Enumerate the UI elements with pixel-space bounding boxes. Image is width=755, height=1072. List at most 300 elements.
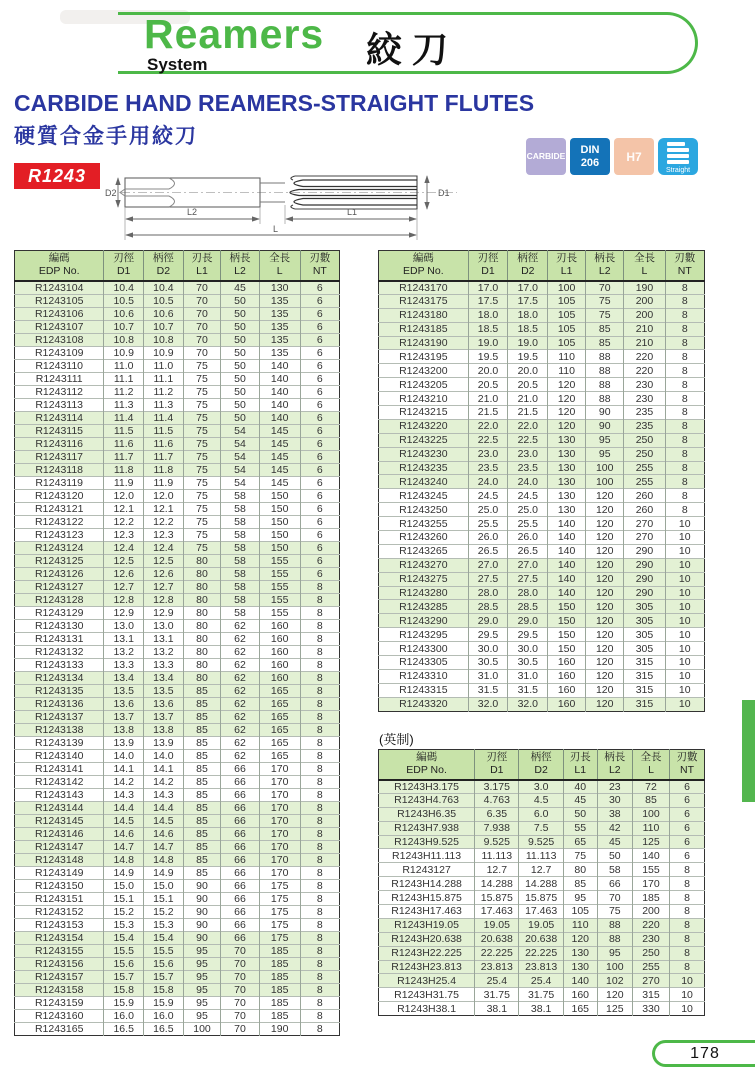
table-cell: 11.7 [104, 450, 144, 463]
table-cell: 120 [585, 517, 623, 531]
column-header: 編碼 EDP No. [15, 251, 104, 281]
table-cell: 70 [183, 307, 221, 320]
table-cell: 25.5 [508, 517, 548, 531]
table-cell: 110 [548, 364, 586, 378]
table-cell: 8 [670, 918, 705, 932]
table-cell: 165 [259, 749, 300, 762]
column-header: 全長 L [632, 750, 669, 780]
table-cell: 75 [585, 294, 623, 308]
table-cell: 17.463 [519, 905, 563, 919]
table-cell: 8 [300, 710, 339, 723]
table-cell: 130 [548, 447, 586, 461]
table-cell: R1243143 [15, 788, 104, 801]
table-row [15, 970, 340, 983]
metric-table-left [14, 250, 340, 1036]
table-cell: 62 [221, 710, 259, 723]
table-cell: 26.0 [468, 531, 508, 545]
table-cell: 85 [183, 697, 221, 710]
table-cell: 145 [259, 450, 300, 463]
table-cell: 27.5 [468, 572, 508, 586]
table-cell: 75 [183, 372, 221, 385]
table-row [15, 476, 340, 489]
table-cell: 8 [665, 447, 705, 461]
table-cell: 58 [221, 580, 259, 593]
table-cell: 23.5 [468, 461, 508, 475]
table-cell: 220 [624, 350, 665, 364]
table-cell: 62 [221, 632, 259, 645]
table-cell: R1243H4.763 [379, 793, 475, 807]
table-cell: 13.9 [144, 736, 184, 749]
table-cell: 150 [548, 628, 586, 642]
table-cell: 13.6 [144, 697, 184, 710]
table-cell: R1243215 [379, 406, 469, 420]
table-cell: 315 [624, 683, 665, 697]
table-row [379, 281, 705, 295]
table-cell: R1243200 [379, 364, 469, 378]
header-row [379, 750, 705, 780]
table-cell: 140 [548, 558, 586, 572]
table-cell: 19.0 [508, 336, 548, 350]
table-cell: 26.5 [468, 544, 508, 558]
table-cell: 8 [665, 378, 705, 392]
table-cell: R1243H17.463 [379, 905, 475, 919]
table-cell: 19.5 [508, 350, 548, 364]
table-cell: R1243122 [15, 515, 104, 528]
column-header: 刃數 NT [300, 251, 339, 281]
table-cell: 90 [183, 905, 221, 918]
table-cell: 14.4 [144, 801, 184, 814]
table-cell: 80 [183, 567, 221, 580]
table-row [15, 658, 340, 671]
table-cell: 155 [259, 554, 300, 567]
table-row [379, 558, 705, 572]
table-cell: 175 [259, 931, 300, 944]
table-cell: 14.288 [519, 877, 563, 891]
table-cell: 62 [221, 671, 259, 684]
table-cell: 66 [221, 918, 259, 931]
table-row [15, 294, 340, 307]
table-cell: 220 [632, 918, 669, 932]
table-cell: 145 [259, 424, 300, 437]
table-cell: 11.0 [144, 359, 184, 372]
table-cell: R1243112 [15, 385, 104, 398]
table-cell: 14.9 [144, 866, 184, 879]
table-cell: 8 [300, 723, 339, 736]
table-cell: 10.9 [144, 346, 184, 359]
table-row [15, 645, 340, 658]
table-row [379, 807, 705, 821]
table-cell: 50 [221, 307, 259, 320]
table-cell: R1243121 [15, 502, 104, 515]
table-row [15, 853, 340, 866]
table-cell: R1243124 [15, 541, 104, 554]
table-cell: 12.0 [144, 489, 184, 502]
table-cell: 75 [597, 905, 632, 919]
table-cell: 70 [183, 320, 221, 333]
table-cell: 22.225 [519, 946, 563, 960]
table-cell: 120 [585, 614, 623, 628]
table-cell: 75 [183, 424, 221, 437]
column-header: 全長 L [624, 251, 665, 281]
table-cell: R1243148 [15, 853, 104, 866]
table-cell: 28.0 [508, 586, 548, 600]
table-cell: 165 [259, 684, 300, 697]
table-row [15, 437, 340, 450]
table-cell: R1243117 [15, 450, 104, 463]
table-row [15, 749, 340, 762]
table-cell: 16.0 [144, 1009, 184, 1022]
table-cell: 10 [665, 517, 705, 531]
table-cell: 8 [300, 580, 339, 593]
table-cell: 10.5 [104, 294, 144, 307]
table-row [15, 398, 340, 411]
table-row [379, 544, 705, 558]
table-cell: 19.05 [519, 918, 563, 932]
table-cell: 7.938 [475, 821, 519, 835]
table-cell: 305 [624, 642, 665, 656]
table-cell: 6 [300, 372, 339, 385]
table-cell: 80 [563, 863, 597, 877]
table-row [15, 385, 340, 398]
table-row [15, 944, 340, 957]
table-cell: 15.2 [104, 905, 144, 918]
d1-label: D1 [438, 188, 450, 198]
table-cell: 270 [624, 531, 665, 545]
table-cell: 20.5 [508, 378, 548, 392]
table-cell: 185 [259, 1009, 300, 1022]
table-cell: 10.4 [104, 281, 144, 295]
table-cell: 8 [300, 957, 339, 970]
table-cell: 10.6 [144, 307, 184, 320]
table-cell: 66 [221, 814, 259, 827]
table-cell: 32.0 [508, 697, 548, 711]
table-cell: 160 [548, 656, 586, 670]
table-cell: 8 [300, 801, 339, 814]
column-header: 全長 L [259, 251, 300, 281]
table-cell: 165 [259, 723, 300, 736]
table-cell: 23.0 [508, 447, 548, 461]
table-cell: 10.9 [104, 346, 144, 359]
table-cell: 70 [585, 281, 623, 295]
table-cell: 155 [259, 593, 300, 606]
table-row [379, 988, 705, 1002]
table-cell: 20.0 [468, 364, 508, 378]
table-cell: 70 [183, 346, 221, 359]
table-cell: 28.5 [468, 600, 508, 614]
table-cell: 130 [548, 461, 586, 475]
table-cell: 15.4 [104, 931, 144, 944]
table-cell: 105 [548, 322, 586, 336]
table-cell: 25.0 [508, 503, 548, 517]
table-row [15, 489, 340, 502]
table-cell: 8 [670, 891, 705, 905]
table-cell: 66 [221, 775, 259, 788]
table-cell: R1243250 [379, 503, 469, 517]
table-cell: 58 [221, 528, 259, 541]
table-cell: 4.763 [475, 793, 519, 807]
table-cell: R1243190 [379, 336, 469, 350]
table-cell: 10.7 [104, 320, 144, 333]
table-cell: R1243H23.813 [379, 960, 475, 974]
table-row [379, 392, 705, 406]
table-cell: 12.2 [144, 515, 184, 528]
table-cell: 130 [563, 946, 597, 960]
table-cell: 14.5 [144, 814, 184, 827]
table-cell: 85 [563, 877, 597, 891]
table-cell: 29.5 [468, 628, 508, 642]
table-cell: 31.75 [519, 988, 563, 1002]
table-cell: 120 [548, 378, 586, 392]
table-cell: 250 [624, 447, 665, 461]
table-cell: 105 [548, 308, 586, 322]
imperial-section-label: (英制) [379, 732, 414, 747]
table-row [379, 503, 705, 517]
table-cell: 8 [665, 433, 705, 447]
table-cell: R1243185 [379, 322, 469, 336]
table-cell: 13.2 [144, 645, 184, 658]
table-cell: 140 [563, 974, 597, 988]
column-header: 刃長 L1 [563, 750, 597, 780]
table-cell: 75 [183, 515, 221, 528]
table-row [379, 835, 705, 849]
table-cell: R1243270 [379, 558, 469, 572]
table-cell: 12.2 [104, 515, 144, 528]
table-row [379, 656, 705, 670]
l2-label: L2 [187, 207, 198, 217]
table-cell: R1243155 [15, 944, 104, 957]
table-cell: 14.3 [144, 788, 184, 801]
table-cell: 8 [665, 322, 705, 336]
table-cell: 12.8 [104, 593, 144, 606]
table-cell: 19.5 [468, 350, 508, 364]
table-cell: 31.5 [508, 683, 548, 697]
table-cell: R1243134 [15, 671, 104, 684]
table-cell: 13.8 [104, 723, 144, 736]
table-row [15, 359, 340, 372]
table-cell: 75 [563, 849, 597, 863]
table-cell: R1243144 [15, 801, 104, 814]
table-cell: R1243H19.05 [379, 918, 475, 932]
table-cell: R1243146 [15, 827, 104, 840]
table-row [379, 877, 705, 891]
table-cell: R1243104 [15, 281, 104, 295]
table-cell: R1243230 [379, 447, 469, 461]
table-cell: 120 [585, 683, 623, 697]
table-cell: 6 [300, 567, 339, 580]
table-cell: 11.5 [144, 424, 184, 437]
table-cell: 10 [665, 600, 705, 614]
table-cell: 10.5 [144, 294, 184, 307]
table-row [15, 996, 340, 1009]
table-cell: 38 [597, 807, 632, 821]
table-cell: 8 [300, 840, 339, 853]
table-cell: 13.1 [144, 632, 184, 645]
table-cell: 13.0 [144, 619, 184, 632]
table-row [379, 531, 705, 545]
table-cell: 120 [585, 642, 623, 656]
table-cell: 12.7 [519, 863, 563, 877]
table-cell: R1243150 [15, 879, 104, 892]
table-cell: 8 [300, 931, 339, 944]
table-cell: R1243H11.113 [379, 849, 475, 863]
table-row [379, 1002, 705, 1016]
column-header: 柄徑 D2 [508, 251, 548, 281]
table-cell: 6 [300, 515, 339, 528]
table-row [15, 931, 340, 944]
table-cell: 70 [183, 333, 221, 346]
table-cell: 11.1 [144, 372, 184, 385]
table-cell: 38.1 [475, 1002, 519, 1016]
table-row [379, 891, 705, 905]
table-cell: 8 [300, 905, 339, 918]
table-row [379, 932, 705, 946]
table-row [15, 736, 340, 749]
table-cell: 13.6 [104, 697, 144, 710]
table-cell: 13.4 [104, 671, 144, 684]
table-cell: 8 [300, 697, 339, 710]
table-cell: 11.8 [104, 463, 144, 476]
table-row [379, 614, 705, 628]
table-cell: 10.8 [144, 333, 184, 346]
table-cell: 23.5 [508, 461, 548, 475]
table-cell: 14.4 [104, 801, 144, 814]
table-cell: 58 [221, 541, 259, 554]
table-cell: 75 [183, 502, 221, 515]
table-cell: 120 [585, 600, 623, 614]
page-number: 178 [652, 1040, 755, 1067]
table-row [15, 814, 340, 827]
table-cell: 12.9 [104, 606, 144, 619]
table-cell: 315 [632, 988, 669, 1002]
table-cell: 175 [259, 905, 300, 918]
table-cell: 45 [597, 835, 632, 849]
table-cell: R1243205 [379, 378, 469, 392]
table-cell: 8 [300, 775, 339, 788]
table-cell: 70 [221, 996, 259, 1009]
table-cell: 6 [300, 476, 339, 489]
table-cell: 12.9 [144, 606, 184, 619]
table-cell: 10.7 [144, 320, 184, 333]
table-cell: 12.6 [144, 567, 184, 580]
table-cell: 11.113 [519, 849, 563, 863]
table-cell: 160 [548, 669, 586, 683]
table-cell: 8 [670, 877, 705, 891]
table-cell: 6 [300, 281, 339, 295]
table-cell: 15.6 [144, 957, 184, 970]
table-cell: R1243195 [379, 350, 469, 364]
table-row [379, 336, 705, 350]
table-cell: R1243145 [15, 814, 104, 827]
table-row [15, 892, 340, 905]
table-cell: 125 [597, 1002, 632, 1016]
table-cell: 70 [221, 970, 259, 983]
table-cell: 120 [548, 419, 586, 433]
table-cell: R1243159 [15, 996, 104, 1009]
table-cell: 70 [597, 891, 632, 905]
table-cell: 75 [183, 359, 221, 372]
table-cell: 19.0 [468, 336, 508, 350]
table-cell: 55 [563, 821, 597, 835]
table-cell: 135 [259, 320, 300, 333]
table-cell: R1243235 [379, 461, 469, 475]
table-cell: R1243H14.288 [379, 877, 475, 891]
table-cell: 95 [585, 447, 623, 461]
table-cell: R1243139 [15, 736, 104, 749]
table-cell: 120 [585, 697, 623, 711]
table-cell: 11.1 [104, 372, 144, 385]
table-cell: 25.0 [468, 503, 508, 517]
table-cell: 140 [632, 849, 669, 863]
table-cell: 17.463 [475, 905, 519, 919]
table-cell: 145 [259, 476, 300, 489]
table-cell: 8 [300, 853, 339, 866]
table-cell: 70 [221, 1022, 259, 1035]
table-cell: 315 [624, 656, 665, 670]
table-cell: 88 [585, 350, 623, 364]
table-cell: 185 [259, 970, 300, 983]
table-cell: 15.8 [104, 983, 144, 996]
table-cell: 20.638 [519, 932, 563, 946]
carbide-badge [526, 138, 566, 175]
table-row [15, 502, 340, 515]
table-cell: R1243160 [15, 1009, 104, 1022]
table-cell: 12.6 [104, 567, 144, 580]
table-cell: 15.4 [144, 931, 184, 944]
table-cell: 38.1 [519, 1002, 563, 1016]
table-row [15, 515, 340, 528]
table-cell: 130 [548, 503, 586, 517]
table-cell: 18.0 [508, 308, 548, 322]
table-cell: 140 [259, 359, 300, 372]
table-cell: 150 [259, 502, 300, 515]
table-cell: 170 [259, 762, 300, 775]
table-cell: 185 [259, 996, 300, 1009]
table-row [15, 866, 340, 879]
table-cell: 12.1 [104, 502, 144, 515]
table-cell: 175 [259, 892, 300, 905]
table-cell: 8 [300, 879, 339, 892]
table-cell: 66 [221, 762, 259, 775]
table-cell: 17.0 [468, 281, 508, 295]
table-cell: 10 [665, 669, 705, 683]
table-cell: R1243265 [379, 544, 469, 558]
table-cell: R1243210 [379, 392, 469, 406]
reamer-diagram [105, 156, 470, 246]
table-cell: R1243H3.175 [379, 780, 475, 794]
table-cell: 40 [563, 780, 597, 794]
table-cell: R1243127 [15, 580, 104, 593]
table-cell: 20.5 [468, 378, 508, 392]
table-cell: 170 [259, 840, 300, 853]
din-badge-line2: 206 [580, 156, 600, 169]
table-cell: 90 [183, 879, 221, 892]
table-cell: 14.9 [104, 866, 144, 879]
table-cell: 12.7 [104, 580, 144, 593]
table-row [379, 461, 705, 475]
table-cell: 15.7 [144, 970, 184, 983]
table-row [379, 378, 705, 392]
table-cell: 8 [300, 606, 339, 619]
table-cell: 6 [300, 411, 339, 424]
table-cell: 170 [259, 866, 300, 879]
table-cell: 20.0 [508, 364, 548, 378]
table-cell: 21.5 [468, 406, 508, 420]
table-cell: 255 [632, 960, 669, 974]
table-cell: 8 [300, 970, 339, 983]
table-cell: 6 [300, 320, 339, 333]
table-cell: 10 [665, 628, 705, 642]
table-cell: 54 [221, 424, 259, 437]
